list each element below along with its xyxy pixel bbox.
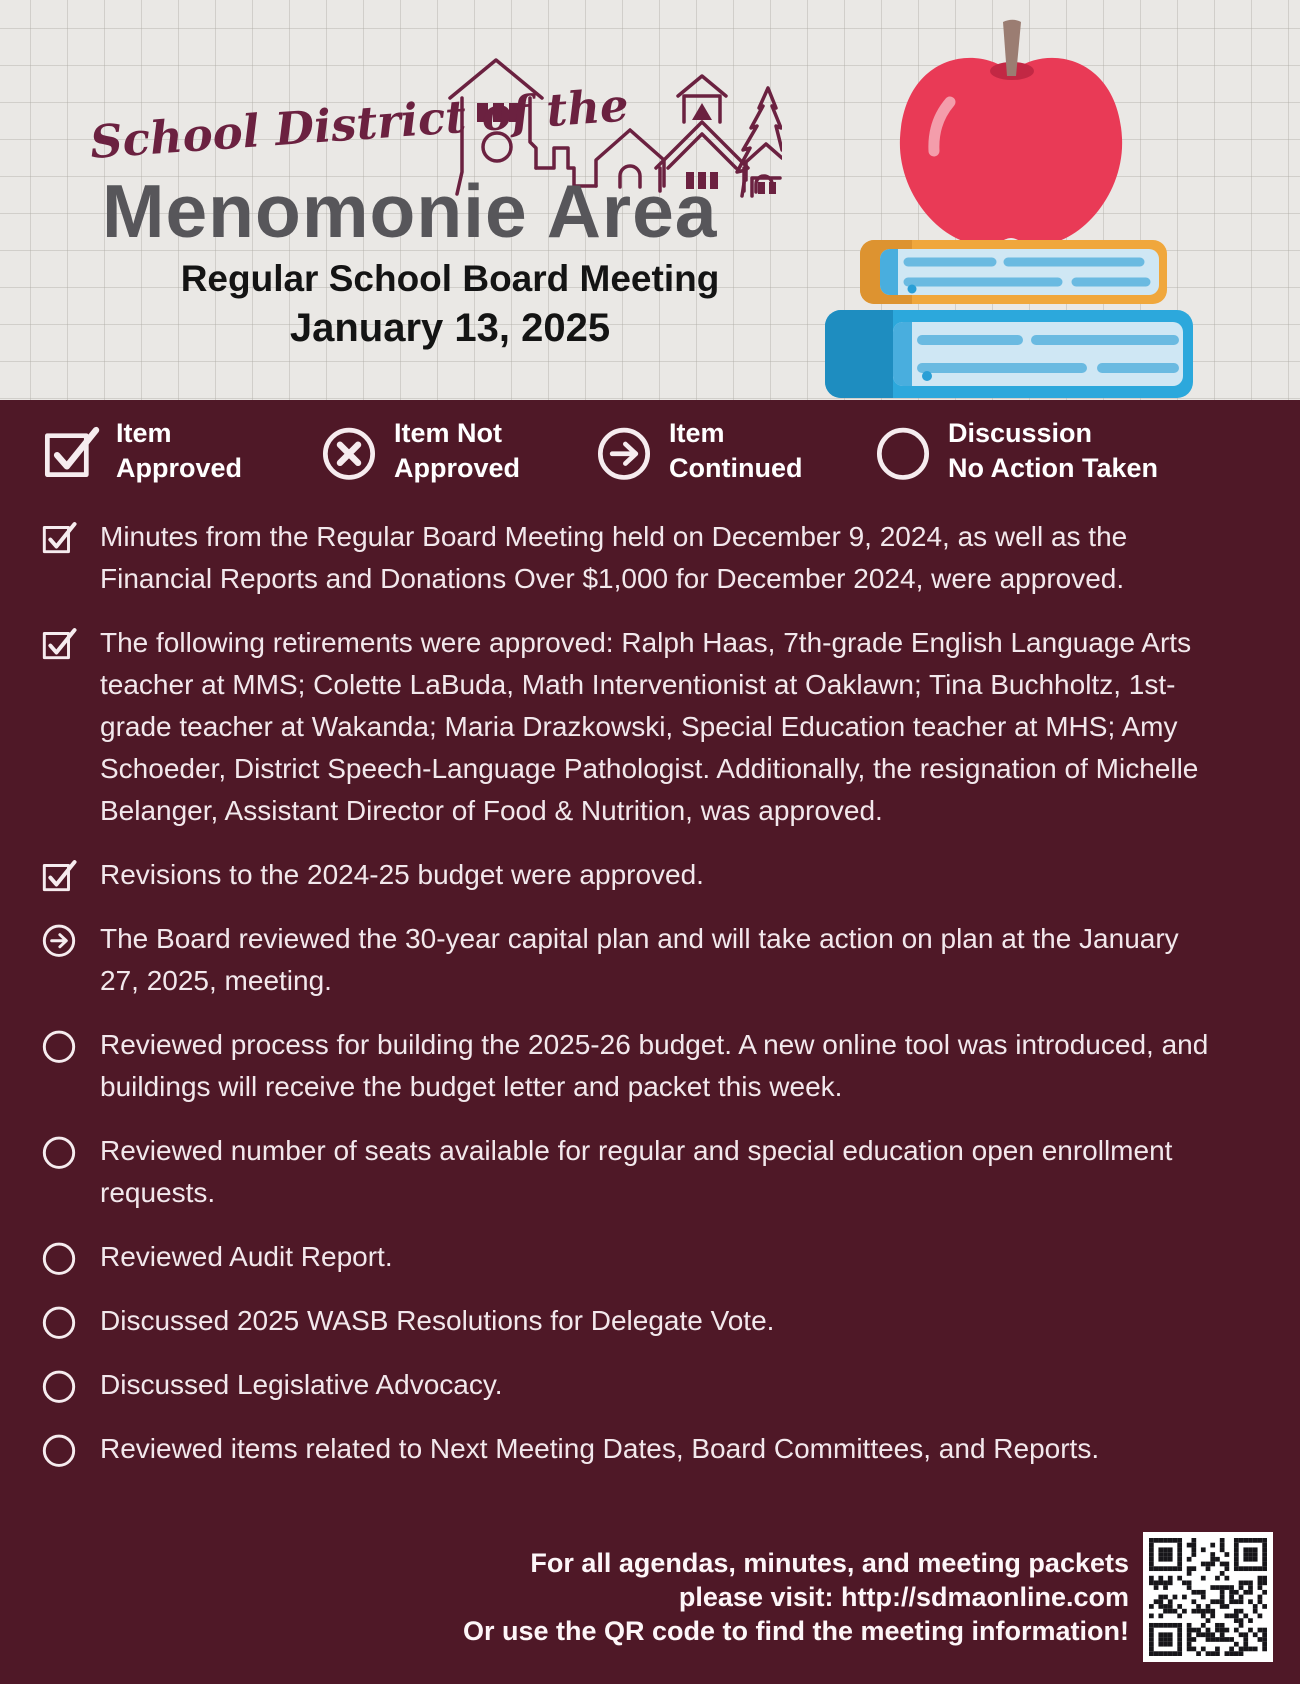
footer-line-2: please visit: http://sdmaonline.com bbox=[678, 1582, 1129, 1612]
meeting-item-discussion bbox=[40, 1024, 1245, 1108]
legend-label bbox=[948, 416, 1158, 486]
circle-icon bbox=[40, 1025, 78, 1065]
circle-icon bbox=[872, 419, 934, 483]
top-book-icon bbox=[860, 240, 1167, 304]
legend-item bbox=[593, 416, 872, 486]
circle-icon bbox=[40, 1237, 78, 1277]
meeting-date: January 13, 2025 bbox=[289, 306, 611, 350]
meeting-item-discussion bbox=[40, 1428, 1245, 1470]
meeting-item-text: Reviewed process for building the 2025-26 budget. A new online tool was introduced, and buildings will receive the budget letter and packet this week. bbox=[100, 1029, 1209, 1102]
circle-icon bbox=[40, 1365, 78, 1405]
meeting-summary bbox=[0, 400, 1300, 1684]
meeting-item-text: Discussed Legislative Advocacy. bbox=[100, 1369, 503, 1400]
circle-icon bbox=[40, 1429, 78, 1469]
status-legend bbox=[40, 416, 1245, 486]
meeting-item-text: Minutes from the Regular Board Meeting held on December 9, 2024, as well as the Financial Reports and Donations Over $1,000 for December 2024, were approved. bbox=[100, 521, 1128, 594]
circle-arrow-icon bbox=[593, 419, 655, 483]
legend-item bbox=[318, 416, 593, 486]
meeting-item-text: The following retirements were approved: Ralph Haas, 7th-grade English Language Arts teacher at MMS; Colette LaBuda, Math Interventionist at Oaklawn; Tina Buchholtz, 1st-grade teacher at Wakanda; Maria Drazkowski, Special Education teacher at MHS; Amy Schoeder, District Speech-Language Pathologist. Additionally, the resignation of Michelle Belanger, Assistant Director of Food & Nutrition, was approved. bbox=[100, 627, 1199, 826]
meeting-items-list bbox=[40, 516, 1245, 1492]
legend-label-line2: No Action Taken bbox=[948, 453, 1159, 483]
legend-label-line1: Item bbox=[669, 418, 725, 448]
meeting-item-text: Revisions to the 2024-25 budget were approved. bbox=[100, 859, 704, 890]
footer-line-1: For all agendas, minutes, and meeting packets bbox=[530, 1548, 1129, 1578]
meeting-item-approved bbox=[40, 622, 1245, 832]
checkbox-checked-icon bbox=[40, 517, 78, 557]
legend-label-line1: Discussion bbox=[948, 418, 1093, 448]
legend-label-line2: Continued bbox=[669, 453, 803, 483]
meeting-item-text: Reviewed number of seats available for regular and special education open enrollment requests. bbox=[100, 1135, 1173, 1208]
apple-icon bbox=[900, 20, 1122, 245]
footer-text bbox=[463, 1546, 1129, 1648]
meeting-title: Regular School Board Meeting bbox=[180, 258, 720, 299]
legend-label bbox=[116, 416, 242, 486]
footer bbox=[40, 1532, 1273, 1662]
legend-label-line2: Approved bbox=[116, 453, 243, 483]
circle-icon bbox=[40, 1131, 78, 1171]
qr-code bbox=[1143, 1532, 1273, 1662]
header bbox=[0, 0, 1300, 400]
legend-label-line1: Item bbox=[116, 418, 172, 448]
meeting-item-discussion bbox=[40, 1300, 1245, 1342]
meeting-item-text: Discussed 2025 WASB Resolutions for Delegate Vote. bbox=[100, 1305, 775, 1336]
meeting-item-text: Reviewed Audit Report. bbox=[100, 1241, 393, 1272]
meeting-item-approved bbox=[40, 854, 1245, 896]
meeting-item-discussion bbox=[40, 1364, 1245, 1406]
checkbox-checked-icon bbox=[40, 419, 102, 483]
legend-label-line2: Approved bbox=[394, 453, 521, 483]
circle-icon bbox=[40, 1301, 78, 1341]
circle-arrow-icon bbox=[40, 919, 78, 959]
meeting-item-text: The Board reviewed the 30-year capital plan and will take action on plan at the January 27, 2025, meeting. bbox=[100, 923, 1179, 996]
legend-label-line1: Item Not bbox=[394, 418, 502, 448]
legend-item bbox=[40, 416, 318, 486]
district-script-line: School District of the bbox=[88, 78, 631, 169]
legend-item bbox=[872, 416, 1245, 486]
legend-label bbox=[394, 416, 520, 486]
meeting-item-discussion bbox=[40, 1236, 1245, 1278]
meeting-item-approved bbox=[40, 516, 1245, 600]
district-name: Menomonie Area bbox=[102, 169, 718, 253]
footer-line-3: Or use the QR code to find the meeting information! bbox=[462, 1616, 1129, 1646]
meeting-item-text: Reviewed items related to Next Meeting Dates, Board Committees, and Reports. bbox=[100, 1433, 1100, 1464]
legend-label bbox=[669, 416, 802, 486]
circle-x-icon bbox=[318, 419, 380, 483]
meeting-item-discussion bbox=[40, 1130, 1245, 1214]
checkbox-checked-icon bbox=[40, 855, 78, 895]
meeting-item-continued bbox=[40, 918, 1245, 1002]
checkbox-checked-icon bbox=[40, 623, 78, 663]
